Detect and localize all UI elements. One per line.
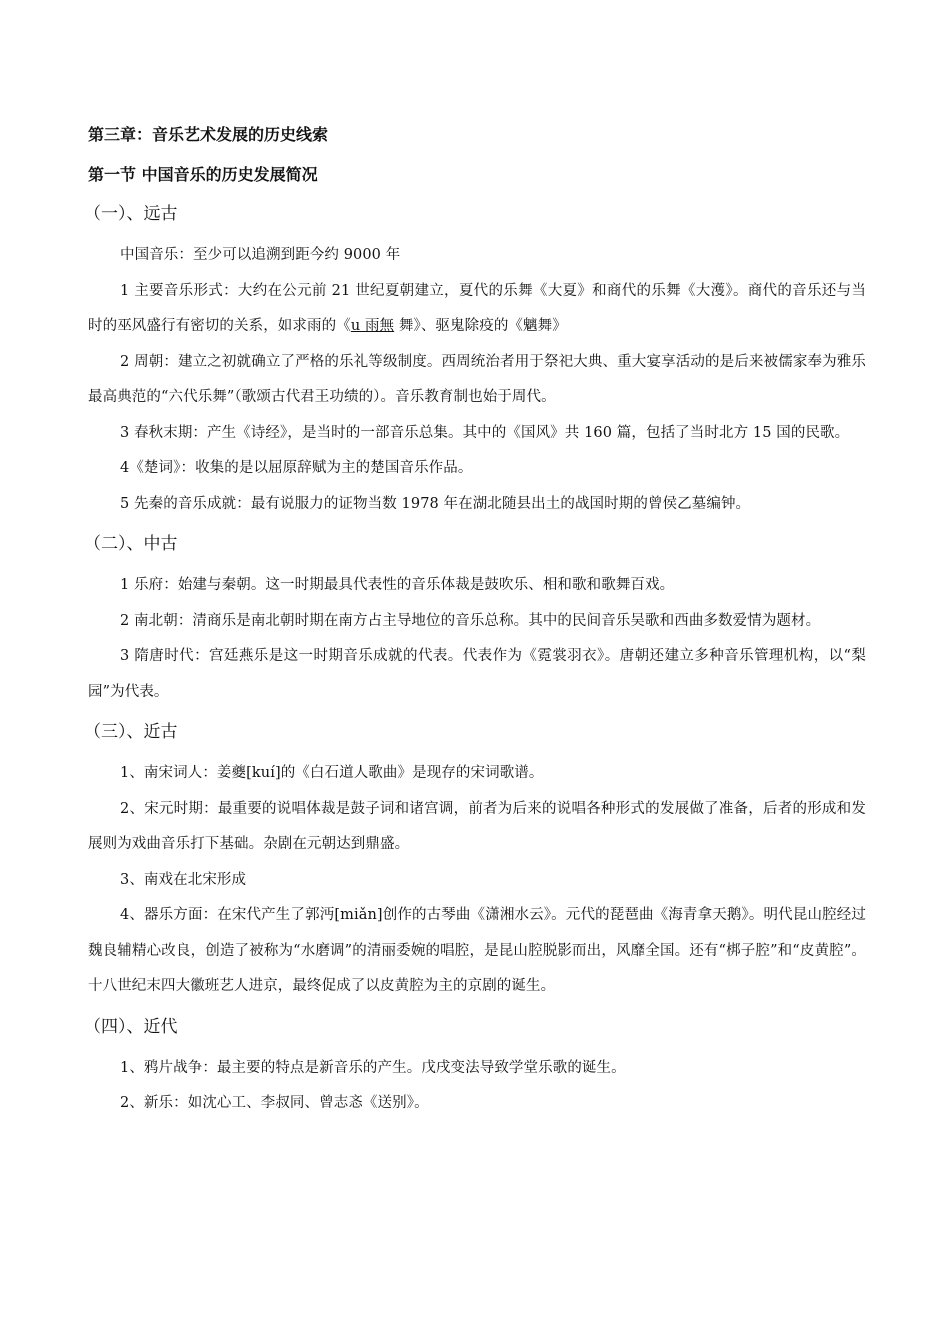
paragraph: 1、南宋词人：姜夔[kuí]的《白石道人歌曲》是现存的宋词歌谱。 bbox=[120, 765, 544, 781]
paragraph: 中国音乐：至少可以追溯到距今约 9000 年 bbox=[120, 247, 401, 263]
paragraph: 3、南戏在北宋形成 bbox=[120, 871, 247, 888]
paragraph: 4《楚词》：收集的是以屈原辞赋为主的楚国音乐作品。 bbox=[120, 460, 473, 476]
paragraph: 3 隋唐时代：宫廷燕乐是这一时期音乐成就的代表。代表作为《霓裳羽衣》。唐朝还建立多种音乐管理机构，以“梨园”为代表。 bbox=[88, 648, 866, 700]
paragraph: 2 周朝：建立之初就确立了严格的乐礼等级制度。西周统治者用于祭祀大典、重大宴享活动的是后来被儒家奉为雅乐最高典范的“六代乐舞”（歌颂古代君王功绩的）。音乐教育制也始于周代。 bbox=[88, 353, 866, 405]
paragraph: 3 春秋末期：产生《诗经》，是当时的一部音乐总集。其中的《国风》共 160 篇，包括了当时北方 15 国的民歌。 bbox=[120, 424, 850, 441]
paragraph: 2、宋元时期：最重要的说唱体裁是鼓子词和诸宫调，前者为后来的说唱各种形式的发展做了准备，后者的形成和发展则为戏曲音乐打下基础。杂剧在元朝达到鼎盛。 bbox=[88, 800, 866, 852]
paragraph-text-tail: 舞》、驱鬼除疫的《魑舞》 bbox=[394, 318, 567, 334]
paragraph-text: 1 主要音乐形式：大约在公元前 21 世纪夏朝建立，夏代的乐舞《大夏》和商代的乐舞《大濩》。商代的音乐还与当时的巫风盛行有密切的关系，如求雨的《 bbox=[88, 282, 866, 334]
part-heading-early-modern: （三）、近古 bbox=[84, 722, 178, 742]
part-heading-ancient: （一）、远古 bbox=[84, 204, 178, 224]
chapter-title: 第三章：音乐艺术发展的历史线索 bbox=[88, 125, 329, 144]
paragraph: 2 南北朝：清商乐是南北朝时期在南方占主导地位的音乐总称。其中的民间音乐吴歌和西曲多数爱情为题材。 bbox=[120, 612, 821, 629]
paragraph: 1 乐府：始建与秦朝。这一时期最具代表性的音乐体裁是鼓吹乐、相和歌和歌舞百戏。 bbox=[120, 577, 675, 593]
paragraph: 4、器乐方面：在宋代产生了郭沔[miǎn]创作的古琴曲《潇湘水云》。元代的琵琶曲《海青拿天鹅》。明代昆山腔经过魏良辅精心改良，创造了被称为“水磨调”的清丽委婉的唱腔，是昆山腔脱影而出，风靡全国。还有“梆子腔”和“皮黄腔”。十八世纪末四大徽班艺人进京，最终促成了以皮黄腔为主的京剧的诞生。 bbox=[88, 907, 866, 994]
section-title: 第一节 中国音乐的历史发展简况 bbox=[88, 165, 318, 184]
part-heading-modern: （四）、近代 bbox=[84, 1016, 178, 1037]
underlined-text: u 雨無 bbox=[350, 318, 395, 334]
paragraph: 5 先秦的音乐成就：最有说服力的证物当数 1978 年在湖北随县出土的战国时期的曾侯乙墓编钟。 bbox=[120, 495, 751, 512]
part-heading-medieval: （二）、中古 bbox=[84, 534, 178, 554]
document-body bbox=[84, 122, 866, 1122]
paragraph bbox=[88, 274, 866, 345]
paragraph: 1、鸦片战争：最主要的特点是新音乐的产生。戊戌变法导致学堂乐歌的诞生。 bbox=[120, 1059, 626, 1076]
paragraph: 2、新乐：如沈心工、李叔同、曾志忞《送别》。 bbox=[120, 1095, 429, 1111]
